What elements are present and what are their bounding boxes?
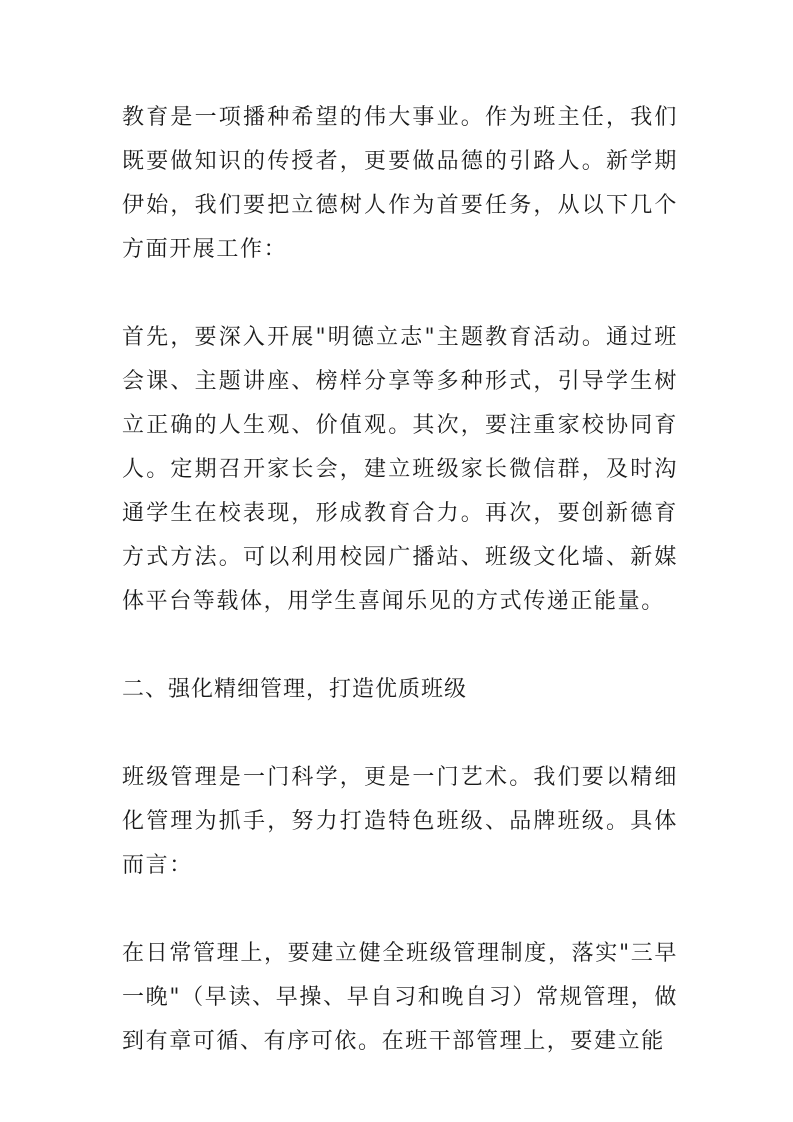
paragraph-intro: 教育是一项播种希望的伟大事业。作为班主任，我们既要做知识的传授者，更要做品德的引路人。新学期伊始，我们要把立德树人作为首要任务，从以下几个方面开展工作： <box>122 105 678 262</box>
paragraph-class-management: 班级管理是一门科学，更是一门艺术。我们要以精细化管理为抓手，努力打造特色班级、品牌班级。具体而言： <box>122 765 678 878</box>
paragraph-moral-education: 首先，要深入开展"明德立志"主题教育活动。通过班会课、主题讲座、榜样分享等多种形式，引导学生树立正确的人生观、价值观。其次，要注重家校协同育人。定期召开家长会，建立班级家长微信群，及时沟通学生在校表现，形成教育合力。再次，要创新德育方式方法。可以利用校园广播站、班级文化墙、新媒体平台等载体，用学生喜闻乐见的方式传递正能量。 <box>122 325 678 614</box>
section-heading: 二、强化精细管理，打造优质班级 <box>122 677 468 702</box>
document-body <box>122 96 678 1064</box>
paragraph-daily-management: 在日常管理上，要建立健全班级管理制度，落实"三早一晚"（早读、早操、早自习和晚自习）常规管理，做到有章可循、有序可依。在班干部管理上，要建立能 <box>122 941 678 1054</box>
